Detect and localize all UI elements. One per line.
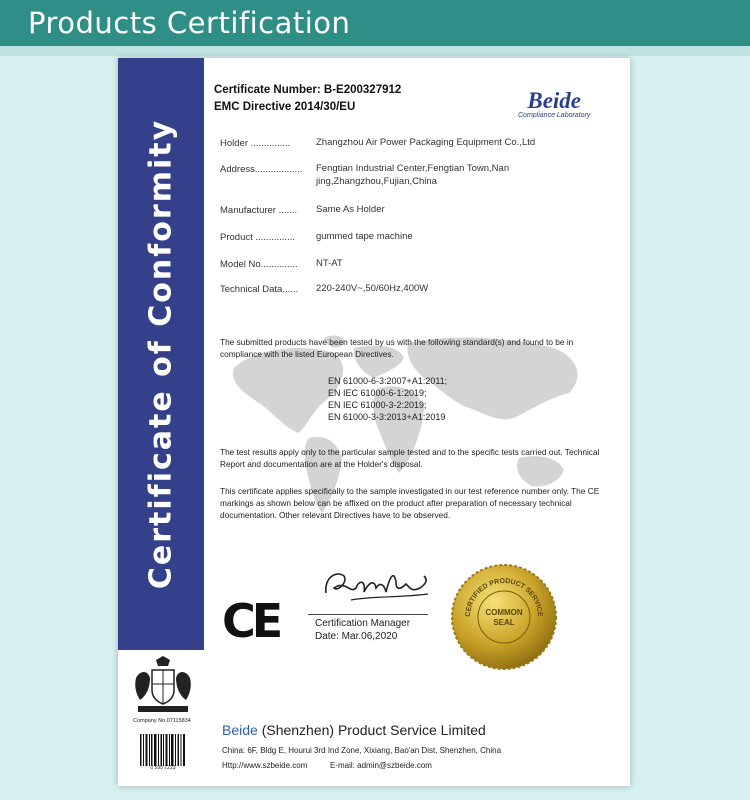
ce-mark: CE xyxy=(222,594,280,648)
company-name xyxy=(222,722,486,738)
beide-logo xyxy=(518,90,590,119)
barcode-number: 0 595 7223 xyxy=(150,765,176,771)
signature-line xyxy=(308,614,428,615)
applies-text: This certificate applies specifically to the sample investigated in our test reference number only. The CE markings as shown below can be affixed on the product after preparation of necessary technical documentation. Other relevant Directives have to be observed. xyxy=(220,486,600,520)
company-rest: (Shenzhen) Product Service Limited xyxy=(261,722,486,738)
royal-crest xyxy=(132,656,194,714)
page-banner xyxy=(0,0,750,46)
tested-text: The submitted products have been tested by us with the following standard(s) and found to be in compliance with the listed European Directives. xyxy=(220,337,574,359)
signature xyxy=(316,558,436,613)
standard-2: EN IEC 61000-6-1:2019; xyxy=(328,388,427,398)
seal-center-line2: SEAL xyxy=(493,618,515,627)
certificate-side-title: Certificate of Conformity xyxy=(143,118,179,590)
seal-top-text: CERTIFIED PRODUCT SERVICE xyxy=(464,577,544,617)
standard-4: EN 61000-3-3:2013+A1:2019 xyxy=(328,412,446,422)
logo-name: Beide xyxy=(527,88,582,113)
company-web: Http://www.szbeide.com xyxy=(222,761,308,770)
seal-center-line1: COMMON xyxy=(485,608,523,617)
address-value: Fengtian Industrial Center,Fengtian Town,Nan jing,Zhangzhou,Fujian,China xyxy=(316,163,510,187)
holder-value: Zhangzhou Air Power Packaging Equipment Co.,Ltd xyxy=(316,137,536,148)
barcode xyxy=(140,734,186,766)
product-value: gummed tape machine xyxy=(316,231,413,242)
manager-title: Certification Manager xyxy=(315,618,411,629)
results-text: The test results apply only to the particular sample tested and to the specific tests carried out. Technical Report and documentation are at the Holder's disposal. xyxy=(220,447,600,469)
holder-label: Holder ............... xyxy=(220,138,291,149)
standard-3: EN IEC 61000-3-2:2019; xyxy=(328,400,427,410)
company-brand: Beide xyxy=(222,722,258,738)
certificate-number: Certificate Number: B-E200327912 xyxy=(214,84,402,96)
certificate-sidebar xyxy=(118,58,204,650)
certificate-date: Date: Mar.06,2020 xyxy=(315,631,398,642)
directive-line: EMC Directive 2014/30/EU xyxy=(214,101,356,113)
address-label: Address.................. xyxy=(220,164,303,175)
technical-value: 220-240V~,50/60Hz,400W xyxy=(316,283,429,294)
standard-1: EN 61000-6-3:2007+A1:2011; xyxy=(328,376,448,386)
banner-title: Products Certification xyxy=(28,6,351,40)
certificate-paper xyxy=(118,58,630,786)
banner-band xyxy=(0,46,750,56)
manufacturer-label: Manufacturer ....... xyxy=(220,205,298,216)
company-address: China: 6F, Bldg E, Hourui 3rd Ind Zone, Xixiang, Bao'an Dist, Shenzhen, China xyxy=(222,746,502,755)
manufacturer-value: Same As Holder xyxy=(316,204,385,215)
logo-subtitle: Compliance Laboratory xyxy=(518,112,591,119)
common-seal xyxy=(450,563,558,671)
model-label: Model No.............. xyxy=(220,259,298,270)
product-label: Product ............... xyxy=(220,232,295,243)
company-number: Company No.07115834 xyxy=(133,718,191,724)
company-email: E-mail: admin@szbeide.com xyxy=(330,761,432,770)
model-value: NT-AT xyxy=(316,258,343,269)
technical-label: Technical Data...... xyxy=(220,284,299,295)
